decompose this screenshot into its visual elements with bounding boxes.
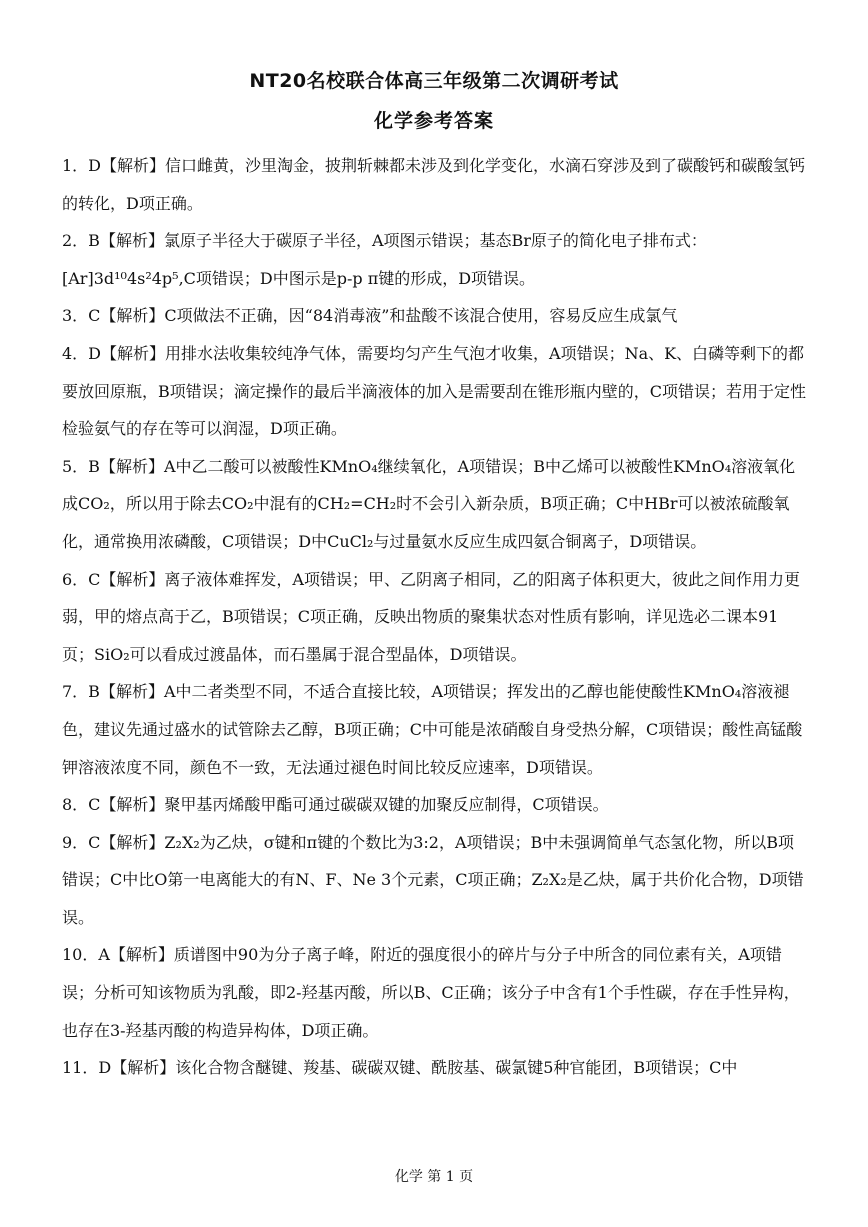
page-footer: 化学 第 1 页	[394, 1169, 474, 1185]
exam-title: NT20名校联合体高三年级第二次调研考试	[249, 70, 619, 92]
answer-item: 6．C【解析】离子液体难挥发，A项错误；甲、乙阴离子相同，乙的阳离子体积更大，彼此之间作用力更弱，甲的熔点高于乙，B项错误；C项正确，反映出物质的聚集状态对性质有影响，详见选必二课本91页；SiO₂可以看成过渡晶体，而石墨属于混合型晶体，D项错误。	[62, 569, 800, 664]
answer-item: 2．B【解析】氯原子半径大于碳原子半径，A项图示错误；基态Br原子的简化电子排布式：[Ar]3d¹⁰4s²4p⁵,C项错误；D中图示是p-p π键的形成，D项错误。	[62, 231, 707, 288]
answer-item: 8．C【解析】聚甲基丙烯酸甲酯可通过碳碳双键的加聚反应制得，C项错误。	[62, 795, 609, 815]
answer-item: 5．B【解析】A中乙二酸可以被酸性KMnO₄继续氧化，A项错误；B中乙烯可以被酸性KMnO₄溶液氧化成CO₂，所以用于除去CO₂中混有的CH₂=CH₂时不会引入新杂质，B项正确；C中HBr可以被浓硫酸氧化，通常换用浓磷酸，C项错误；D中CuCl₂与过量氨水反应生成四氨合铜离子，D项错误。	[62, 456, 796, 551]
answer-list	[62, 147, 808, 1087]
answer-item: 7．B【解析】A中二者类型不同，不适合直接比较，A项错误；挥发出的乙醇也能使酸性KMnO₄溶液褪色，建议先通过盛水的试管除去乙醇，B项正确；C中可能是浓硝酸自身受热分解，C项错误；酸性高锰酸钾溶液浓度不同，颜色不一致，无法通过褪色时间比较反应速率，D项错误。	[62, 682, 803, 777]
answer-item: 3．C【解析】C项做法不正确，因“84消毒液”和盐酸不该混合使用，容易反应生成氯气	[62, 306, 678, 326]
answer-key-title: 化学参考答案	[373, 110, 494, 132]
answer-item: 11．D【解析】该化合物含醚键、羧基、碳碳双键、酰胺基、碳氯键5种官能团，B项错误；C中	[62, 1058, 738, 1078]
answer-item: 9．C【解析】Z₂X₂为乙炔，σ键和π键的个数比为3:2，A项错误；B中未强调简单气态氢化物，所以B项错误；C中比O第一电离能大的有N、F、Ne 3个元素，C项正确；Z₂X₂是乙炔，属于共价化合物，D项错误。	[62, 832, 804, 927]
answer-item: 4．D【解析】用排水法收集较纯净气体，需要均匀产生气泡才收集，A项错误；Na、K、白磷等剩下的都要放回原瓶，B项错误；滴定操作的最后半滴液体的加入是需要刮在锥形瓶内壁的，C项错误；若用于定性检验氨气的存在等可以润湿，D项正确。	[62, 343, 807, 439]
answer-item: 10．A【解析】质谱图中90为分子离子峰，附近的强度很小的碎片与分子中所含的同位素有关，A项错误；分析可知该物质为乳酸，即2-羟基丙酸，所以B、C正确；该分子中含有1个手性碳，存在手性异构，也存在3-羟基丙酸的构造异构体，D项正确。	[62, 945, 800, 1040]
answer-item: 1．D【解析】信口雌黄，沙里淘金，披荆斩棘都未涉及到化学变化，水滴石穿涉及到了碳酸钙和碳酸氢钙的转化，D项正确。	[62, 156, 806, 213]
